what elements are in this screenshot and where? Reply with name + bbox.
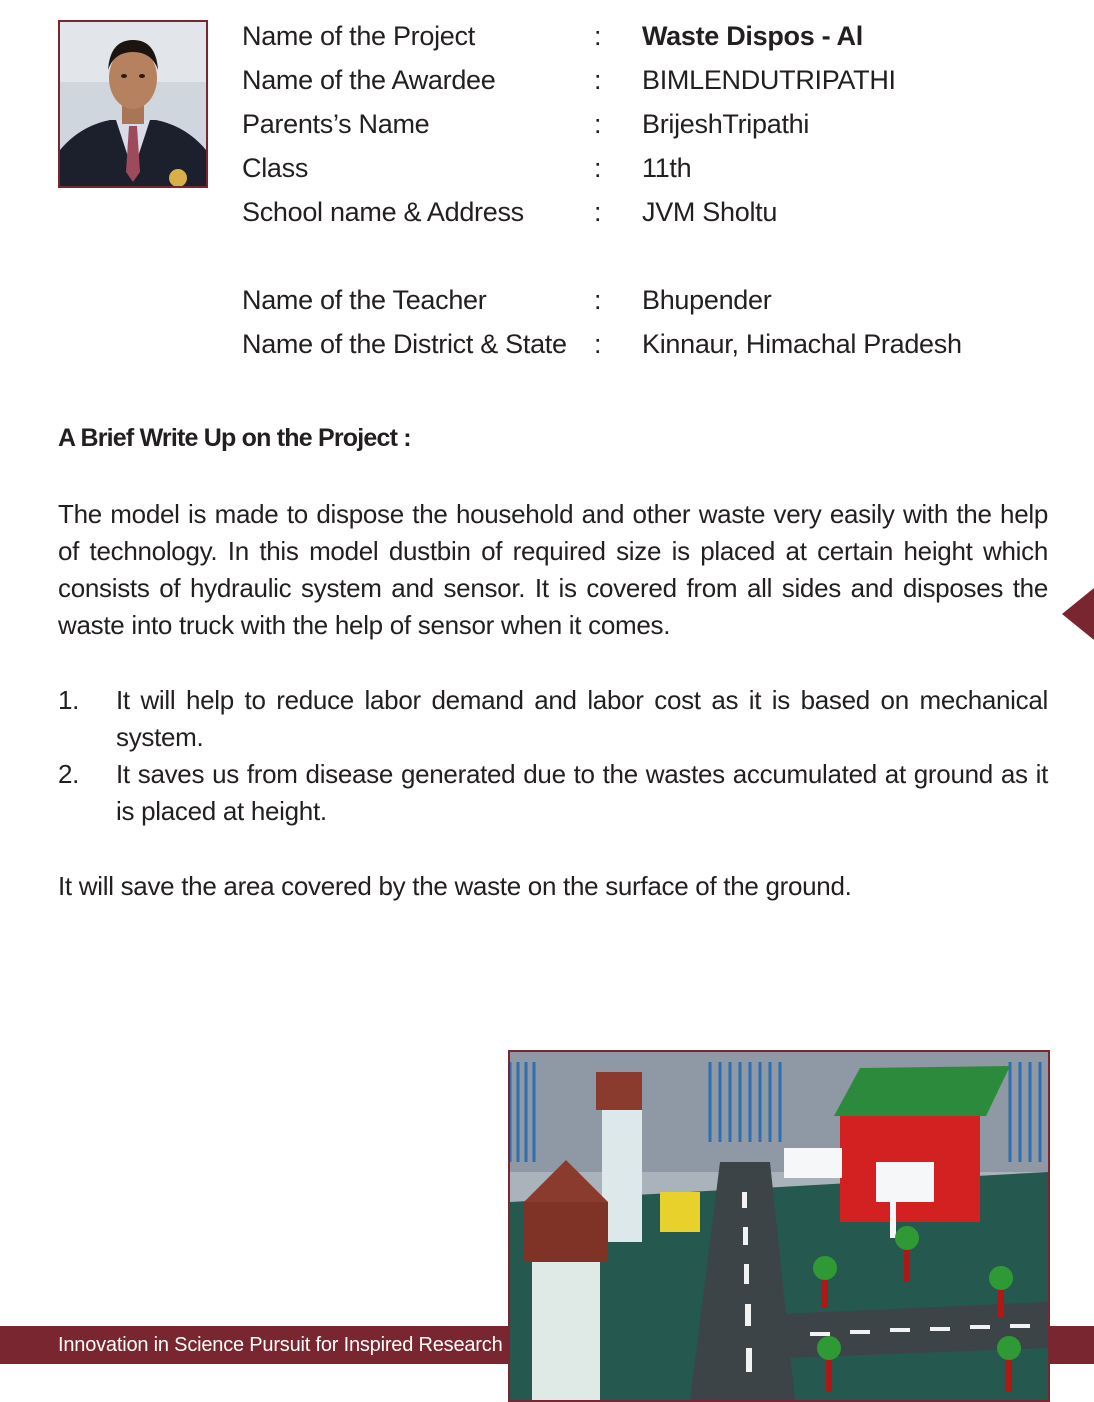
info-label: Parents’s Name [242,109,430,139]
info-value-district: Kinnaur, Himachal Pradesh [642,329,962,359]
page-marker-triangle [1062,588,1094,640]
info-label: Name of the Awardee [242,65,496,95]
list-item [58,682,1048,756]
writeup-intro: The model is made to dispose the household and other waste very easily with the help of technology. In this model dustbin of required size is placed at certain height which consists of hydraulic system and sensor. It is covered from all sides and disposes the waste into truck with the help of sensor when it comes. [58,499,1048,640]
list-item [58,756,1048,830]
writeup-heading: A Brief Write Up on the Project : [58,424,411,452]
info-value-awardee: BIMLENDUTRIPATHI [642,65,896,95]
info-label: Class [242,153,309,183]
info-colon: : [594,153,602,183]
info-row-teacher [242,278,1082,322]
info-colon: : [594,329,602,359]
info-colon: : [594,109,602,139]
info-colon: : [594,285,602,315]
info-value-project: Waste Dispos - Al [642,21,863,51]
benefits-list [58,682,1048,830]
info-row-awardee [242,58,1082,102]
list-item-text: It saves us from disease generated due to the wastes accumulated at ground as it is placed at height. [116,759,1048,826]
info-value-teacher: Bhupender [642,285,772,315]
info-row-school [242,190,1082,234]
info-label: Name of the Project [242,21,475,51]
info-value-school: JVM Sholtu [642,197,778,227]
info-value-parent: BrijeshTripathi [642,109,810,139]
info-row-project [242,14,1082,58]
info-colon: : [594,197,602,227]
list-item-number: 1. [58,685,80,715]
list-item-text: It will help to reduce labor demand and labor cost as it is based on mechanical system. [116,685,1048,752]
model-photo [508,1050,1050,1402]
info-colon: : [594,21,602,51]
info-label: Name of the District & State [242,329,567,359]
info-colon: : [594,65,602,95]
info-row-parent [242,102,1082,146]
info-row-class [242,146,1082,190]
awardee-info-table [242,14,1082,366]
list-item-number: 2. [58,759,80,789]
info-label: School name & Address [242,197,524,227]
info-row-district [242,322,1082,366]
info-label: Name of the Teacher [242,285,487,315]
awardee-photo [58,20,208,188]
footer-text: Innovation in Science Pursuit for Inspired Research [58,1334,503,1356]
writeup-closing: It will save the area covered by the waste on the surface of the ground. [58,871,852,901]
info-value-class: 11th [642,153,692,183]
